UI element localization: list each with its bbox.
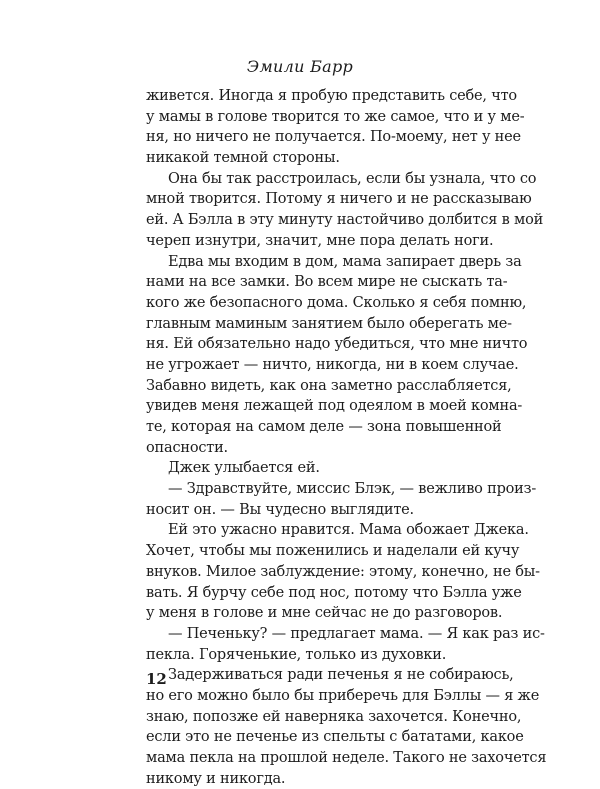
page-number: 12 (146, 670, 167, 688)
running-head: Эмили Барр (246, 57, 354, 76)
text-line: — Здравствуйте, миссис Блэк, — вежливо произ- (168, 481, 537, 498)
text-line: знаю, попозже ей наверняка захочется. Конечно, (146, 708, 522, 725)
paragraph (146, 169, 544, 252)
text-line: Забавно видеть, как она заметно расслабляется, (146, 377, 512, 394)
text-line: внуков. Милое заблуждение: этому, конечно, не бы- (146, 563, 540, 580)
text-line: увидев меня лежащей под одеялом в моей комна- (146, 398, 523, 415)
text-line: никакой темной стороны. (146, 150, 340, 167)
text-line: у мамы в голове творится то же самое, что и у ме- (146, 108, 525, 125)
text-line: опасности. (146, 439, 228, 456)
text-line: вать. Я бурчу себе под нос, потому что Бэлла уже (146, 584, 522, 601)
text-line: мной творится. Потому я ничего и не рассказываю (146, 191, 532, 208)
paragraph (146, 520, 540, 623)
paragraph (146, 252, 528, 459)
text-line: Ей это ужасно нравится. Мама обожает Джека. (168, 522, 529, 539)
text-line: те, которая на самом деле — зона повышенной (146, 419, 502, 435)
paragraph (146, 665, 547, 789)
text-line: ня, но ничего не получается. По-моему, нет у нее (146, 129, 521, 146)
text-line: главным маминым занятием было оберегать ме- (146, 315, 512, 332)
text-line: пекла. Горяченькие, только из духовки. (146, 646, 447, 663)
text-line: если это не печенье из спельты с бататами, какое (146, 729, 524, 746)
text-line: ня. Ей обязательно надо убедиться, что мне ничто (146, 336, 528, 353)
body-text (146, 86, 547, 789)
text-line: ей. А Бэлла в эту минуту настойчиво долбится в мой (146, 212, 544, 229)
text-line: нами на все замки. Во всем мире не сыскать та- (146, 274, 508, 291)
text-line: череп изнутри, значит, мне пора делать ноги. (146, 232, 494, 249)
text-line: Она бы так расстроилась, если бы узнала, что со (168, 170, 537, 187)
text-line: — Печеньку? — предлагает мама. — Я как раз ис- (168, 625, 545, 642)
text-line: Задерживаться ради печенья я не собираюсь, (168, 667, 514, 684)
text-line: Хочет, чтобы мы поженились и наделали ей кучу (146, 543, 520, 560)
text-line: живется. Иногда я пробую представить себе, что (146, 88, 517, 104)
text-line: никому и никогда. (146, 770, 286, 787)
text-line: у меня в голове и мне сейчас не до разговоров. (146, 605, 503, 622)
text-line: не угрожает — ничто, никогда, ни в коем случае. (146, 356, 519, 373)
paragraph (146, 624, 545, 665)
paragraph (146, 458, 488, 479)
text-line: носит он. — Вы чудесно выглядите. (146, 501, 414, 518)
paragraph (146, 86, 525, 169)
text-line: но его можно было бы приберечь для Бэллы — я же (146, 687, 540, 704)
text-line: мама пекла на прошлой неделе. Такого не захочется (146, 750, 547, 766)
text-line: Джек улыбается ей. (168, 460, 320, 477)
text-line: кого же безопасного дома. Сколько я себя помню, (146, 294, 527, 311)
text-line: Едва мы входим в дом, мама запирает дверь за (168, 253, 522, 270)
paragraph (146, 479, 537, 520)
